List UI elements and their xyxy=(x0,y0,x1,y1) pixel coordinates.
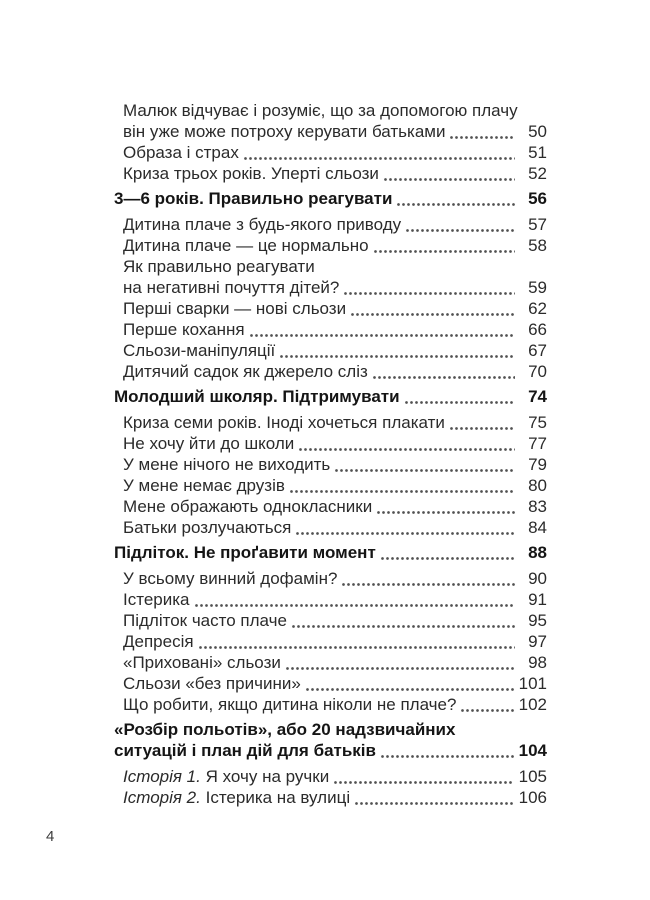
toc-entry-page: 50 xyxy=(528,122,547,141)
toc-entry-page: 106 xyxy=(518,788,547,807)
toc-entry-line xyxy=(123,340,547,361)
dot-leader xyxy=(335,469,515,472)
toc-entry-title: Криза семи років. Іноді хочеться плакати xyxy=(123,413,445,432)
toc-section-entry xyxy=(114,719,547,761)
dot-leader xyxy=(406,229,515,232)
toc-entry-title: Батьки розлучаються xyxy=(123,518,292,537)
toc-entry-line xyxy=(123,277,547,298)
toc-entry-line xyxy=(123,298,547,319)
toc-entry-line xyxy=(123,694,547,715)
toc-entry-line xyxy=(123,454,547,475)
dot-leader xyxy=(286,667,515,670)
toc-entry-page: 97 xyxy=(528,632,547,651)
toc-entry-line xyxy=(123,589,547,610)
toc-entry-page: 102 xyxy=(518,695,547,714)
toc-entry-page: 104 xyxy=(518,741,547,760)
toc-entry-page: 80 xyxy=(528,476,547,495)
toc-entry-page: 57 xyxy=(528,215,547,234)
toc-entry-page: 84 xyxy=(528,518,547,537)
toc-entry-page: 51 xyxy=(528,143,547,162)
toc-sub-entry xyxy=(114,235,547,256)
toc-entry-line xyxy=(114,719,547,740)
toc-entry-title: Сльози-маніпуляції xyxy=(123,341,276,360)
toc-entry-page: 98 xyxy=(528,653,547,672)
toc-sub-entry xyxy=(114,433,547,454)
toc-entry-page: 70 xyxy=(528,362,547,381)
toc-entry-line xyxy=(114,740,547,761)
dot-leader xyxy=(381,755,514,758)
toc-entry-line xyxy=(123,517,547,538)
toc-entry-title: У всьому винний дофамін? xyxy=(123,569,338,588)
toc-entry-title: Історія 2. Істерика на вулиці xyxy=(123,788,351,807)
toc-entry-italic-prefix: Історія 2. xyxy=(123,788,201,807)
toc-sub-entry xyxy=(114,214,547,235)
dot-leader xyxy=(344,292,515,295)
toc-entry-page: 79 xyxy=(528,455,547,474)
toc-entry-title: Малюк відчуває і розуміє, що за допомогою плачу xyxy=(123,101,518,120)
toc-entry-line xyxy=(123,412,547,433)
toc-entry-line xyxy=(123,235,547,256)
toc-section-entry xyxy=(114,188,547,209)
toc-entry-line xyxy=(114,386,547,407)
toc-entry-line xyxy=(123,496,547,517)
toc-sub-entry xyxy=(114,256,547,298)
toc-entry-italic-prefix: Історія 1. xyxy=(123,767,201,786)
toc-entry-line xyxy=(123,163,547,184)
toc-entry-page: 95 xyxy=(528,611,547,630)
toc-entry-title: 3—6 років. Правильно реагувати xyxy=(114,189,393,208)
toc-entry-line xyxy=(123,652,547,673)
toc-sub-entry xyxy=(114,631,547,652)
toc-sub-entry xyxy=(114,652,547,673)
toc-entry-title: Криза трьох років. Уперті сльози xyxy=(123,164,379,183)
toc-sub-entry xyxy=(114,475,547,496)
toc-sub-entry xyxy=(114,454,547,475)
toc-section-entry xyxy=(114,386,547,407)
dot-leader xyxy=(373,376,515,379)
toc-entry-line xyxy=(123,256,547,277)
toc-entry-page: 105 xyxy=(518,767,547,786)
dot-leader xyxy=(299,448,515,451)
toc-entry-title: У мене нічого не виходить xyxy=(123,455,331,474)
toc-sub-entry xyxy=(114,100,547,142)
toc-entry-line xyxy=(123,433,547,454)
toc-entry-line xyxy=(123,568,547,589)
toc-sub-entry xyxy=(114,496,547,517)
toc-entry-page: 75 xyxy=(528,413,547,432)
toc-entry-title: Перше кохання xyxy=(123,320,245,339)
toc-entry-page: 59 xyxy=(528,278,547,297)
toc-entry-title: «Розбір польотів», або 20 надзвичайних xyxy=(114,720,456,739)
toc-entry-line xyxy=(123,787,547,808)
toc-entry-page: 90 xyxy=(528,569,547,588)
toc-entry-page: 58 xyxy=(528,236,547,255)
dot-leader xyxy=(195,604,516,607)
toc-entry-line xyxy=(123,121,547,142)
toc-entry-page: 66 xyxy=(528,320,547,339)
toc-entry-title: Істерика xyxy=(123,590,190,609)
toc-sub-entry xyxy=(114,163,547,184)
dot-leader xyxy=(306,688,514,691)
dot-leader xyxy=(450,136,515,139)
toc-entry-title: Дитина плаче — це нормально xyxy=(123,236,369,255)
toc-entry-title: Не хочу йти до школи xyxy=(123,434,295,453)
toc-sub-entry xyxy=(114,787,547,808)
toc-sub-entry xyxy=(114,589,547,610)
toc-entry-title: Дитина плаче з будь-якого приводу xyxy=(123,215,402,234)
toc-entry-title: Сльози «без причини» xyxy=(123,674,301,693)
toc-sub-entry xyxy=(114,340,547,361)
toc-sub-entry xyxy=(114,694,547,715)
toc-entry-page: 101 xyxy=(518,674,547,693)
toc-entry-page: 56 xyxy=(528,189,547,208)
toc-entry-title: Підліток часто плаче xyxy=(123,611,287,630)
dot-leader xyxy=(374,250,515,253)
toc-entry-title: на негативні почуття дітей? xyxy=(123,278,340,297)
toc-entry-page: 74 xyxy=(528,387,547,406)
toc-entry-line xyxy=(123,319,547,340)
dot-leader xyxy=(244,157,515,160)
toc-entry-line xyxy=(123,361,547,382)
dot-leader xyxy=(355,802,514,805)
dot-leader xyxy=(199,646,515,649)
toc-entry-title: «Приховані» сльози xyxy=(123,653,281,672)
toc-entry-title: Молодший школяр. Підтримувати xyxy=(114,387,400,406)
toc-entry-line xyxy=(123,142,547,163)
dot-leader xyxy=(384,178,515,181)
page-number: 4 xyxy=(46,828,55,845)
toc-sub-entry xyxy=(114,412,547,433)
toc-entry-line xyxy=(123,673,547,694)
toc-entry-line xyxy=(123,766,547,787)
toc-entry-page: 67 xyxy=(528,341,547,360)
dot-leader xyxy=(377,511,515,514)
toc-sub-entry xyxy=(114,673,547,694)
dot-leader xyxy=(351,313,515,316)
toc-sub-entry xyxy=(114,361,547,382)
toc-entry-line xyxy=(114,542,547,563)
toc-entry-title: Підліток. Не проґавити момент xyxy=(114,543,376,562)
dot-leader xyxy=(296,532,515,535)
toc-entry-title: У мене немає друзів xyxy=(123,476,285,495)
toc-entry-title: Що робити, якщо дитина ніколи не плаче? xyxy=(123,695,457,714)
toc-entry-page: 83 xyxy=(528,497,547,516)
toc-section-entry xyxy=(114,542,547,563)
dot-leader xyxy=(250,334,515,337)
toc-entry-page: 91 xyxy=(528,590,547,609)
toc-entry-page: 88 xyxy=(528,543,547,562)
dot-leader xyxy=(405,401,515,404)
toc-entry-line xyxy=(123,214,547,235)
toc-entry-page: 77 xyxy=(528,434,547,453)
toc-sub-entry xyxy=(114,517,547,538)
toc-entry-line xyxy=(123,100,547,121)
dot-leader xyxy=(450,427,515,430)
toc-entry-title: Історія 1. Я хочу на ручки xyxy=(123,767,330,786)
toc-list xyxy=(114,100,547,808)
dot-leader xyxy=(334,781,513,784)
dot-leader xyxy=(461,709,513,712)
toc-entry-line xyxy=(114,188,547,209)
dot-leader xyxy=(397,203,515,206)
toc-entry-line xyxy=(123,610,547,631)
toc-sub-entry xyxy=(114,142,547,163)
toc-entry-title: Депресія xyxy=(123,632,194,651)
toc-entry-line xyxy=(123,631,547,652)
dot-leader xyxy=(381,557,515,560)
dot-leader xyxy=(342,583,515,586)
toc-entry-title: він уже може потроху керувати батьками xyxy=(123,122,446,141)
dot-leader xyxy=(280,355,515,358)
toc-entry-title: Образа і страх xyxy=(123,143,239,162)
dot-leader xyxy=(292,625,515,628)
toc-sub-entry xyxy=(114,298,547,319)
toc-sub-entry xyxy=(114,568,547,589)
toc-entry-title: Перші сварки — нові сльози xyxy=(123,299,347,318)
toc-sub-entry xyxy=(114,319,547,340)
toc-entry-page: 62 xyxy=(528,299,547,318)
toc-entry-title: Дитячий садок як джерело сліз xyxy=(123,362,368,381)
toc-entry-title: ситуацій і план дій для батьків xyxy=(114,741,376,760)
toc-sub-entry xyxy=(114,766,547,787)
toc-entry-page: 52 xyxy=(528,164,547,183)
toc-entry-line xyxy=(123,475,547,496)
toc-entry-title: Мене ображають однокласники xyxy=(123,497,373,516)
toc-sub-entry xyxy=(114,610,547,631)
toc-entry-title: Як правильно реагувати xyxy=(123,257,315,276)
dot-leader xyxy=(290,490,515,493)
